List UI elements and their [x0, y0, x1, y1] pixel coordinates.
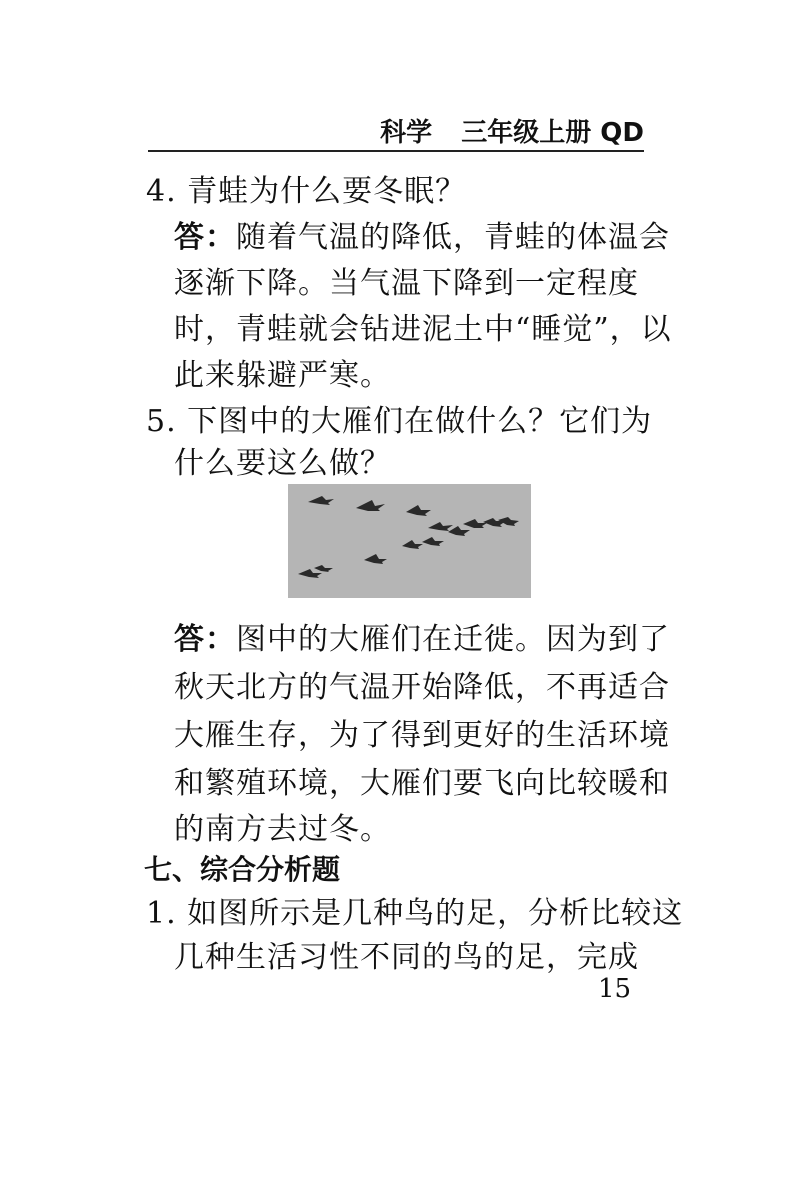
- q4-answer-line-3: 时，青蛙就会钻进泥土中“睡觉”，以: [174, 312, 672, 347]
- q5-answer-line-5: 的南方去过冬。: [174, 812, 391, 847]
- q5-answer-line-1: 答：图中的大雁们在迁徙。因为到了: [174, 622, 670, 657]
- page-header: [148, 112, 644, 149]
- header-subject: 科学: [380, 118, 433, 148]
- s7-q1-line-1: 1. 如图所示是几种鸟的足，分析比较这: [146, 896, 684, 931]
- geese-flock-image: [288, 484, 531, 598]
- q5-answer-line-3: 大雁生存，为了得到更好的生活环境: [174, 718, 670, 753]
- q5-answer-label: 答：: [174, 622, 236, 657]
- q5-answer-line-2: 秋天北方的气温开始降低，不再适合: [174, 670, 670, 705]
- header-grade: 三年级上册 QD: [461, 118, 644, 148]
- header-rule: [148, 150, 644, 152]
- q4-answer-label: 答：: [174, 220, 236, 255]
- q4-answer-line-4: 此来躲避严寒。: [174, 358, 391, 393]
- q4-answer-line-1: 答：随着气温的降低，青蛙的体温会: [174, 220, 670, 255]
- q5-question-line-2: 什么要这么做？: [174, 446, 391, 481]
- q4-answer-line-2: 逐渐下降。当气温下降到一定程度: [174, 266, 639, 301]
- q5-question-line-1: 5. 下图中的大雁们在做什么？它们为: [146, 404, 653, 439]
- section-title: 七、综合分析题: [144, 853, 341, 886]
- q5-answer-line-4: 和繁殖环境，大雁们要飞向比较暖和: [174, 766, 670, 801]
- page-number: 15: [598, 974, 632, 1004]
- s7-q1-line-2: 几种生活习性不同的鸟的足，完成: [174, 940, 639, 975]
- q4-question: 4. 青蛙为什么要冬眠？: [146, 174, 467, 209]
- wild-geese-migration-photo: [288, 484, 531, 598]
